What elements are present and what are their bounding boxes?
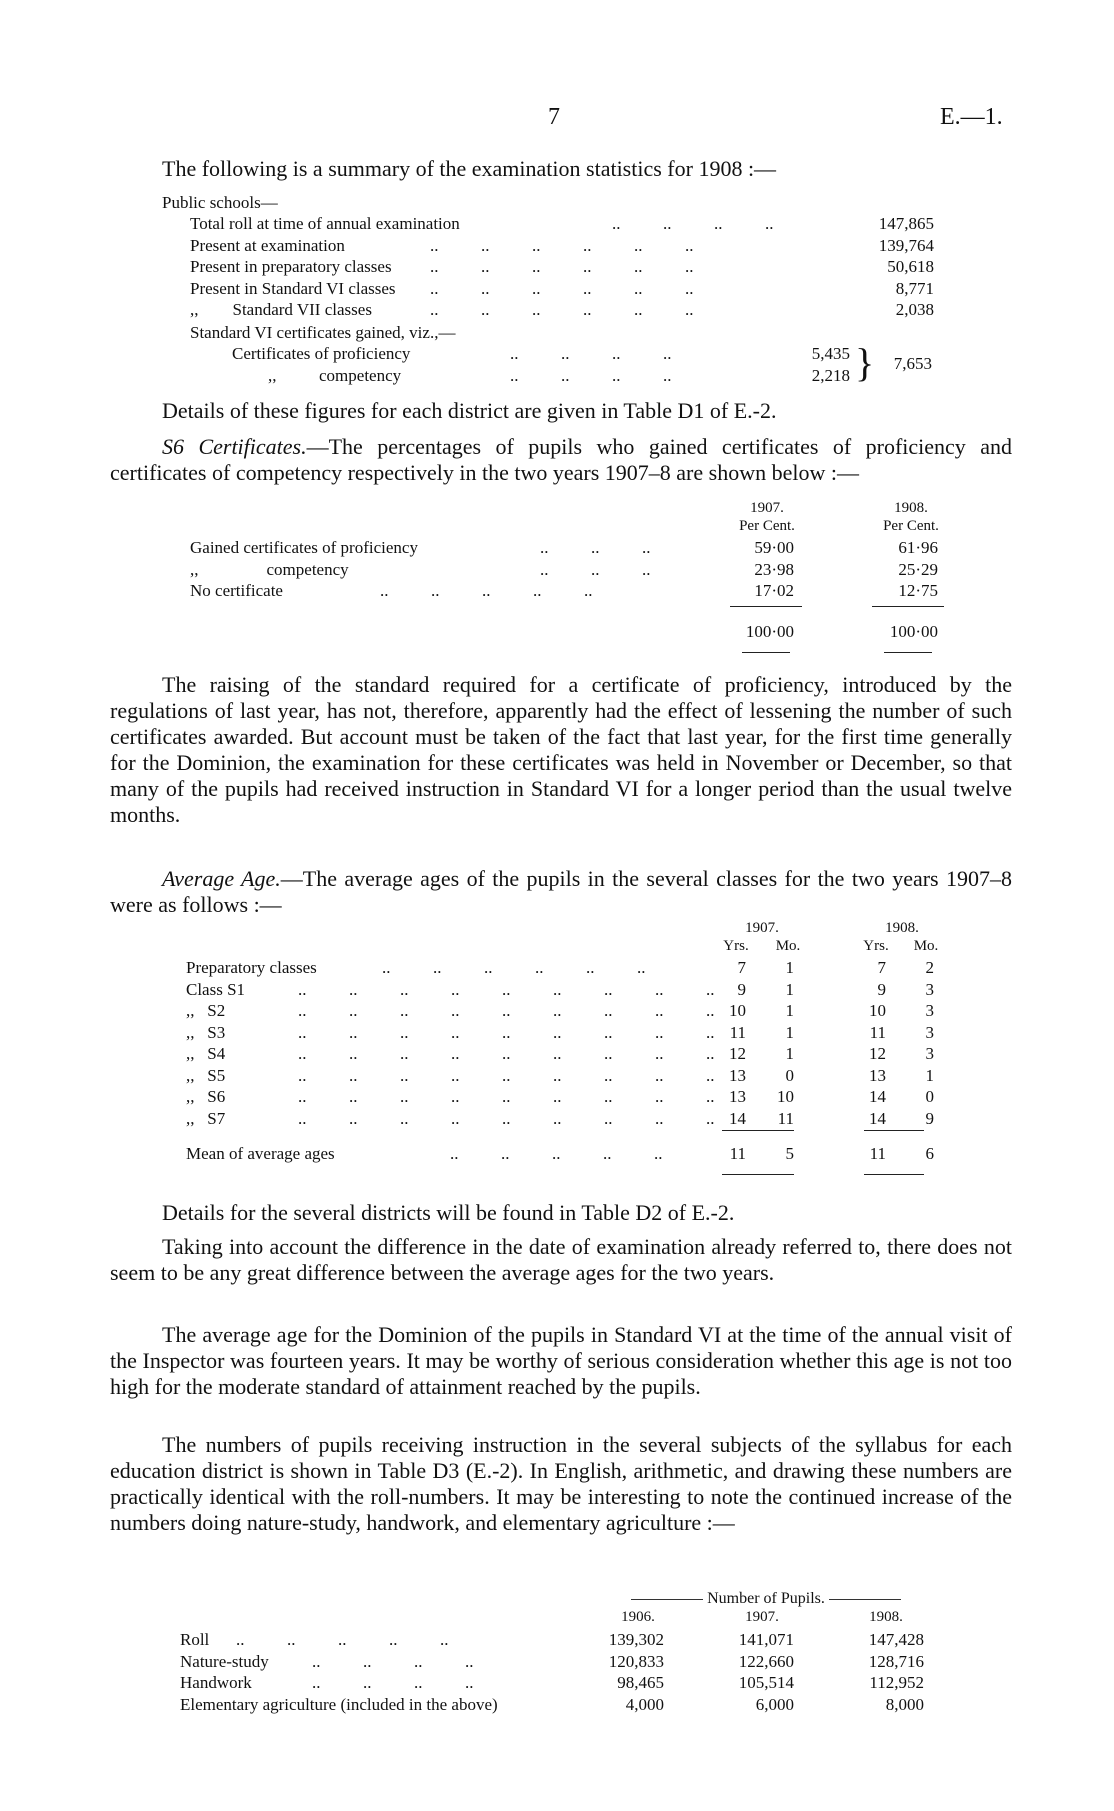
pupils-row-1908: 128,716: [868, 1651, 924, 1671]
s6-row-label: ,, competency: [190, 559, 349, 579]
leader-dots: .. .. .. .. .. .. .. .. ..: [298, 1044, 715, 1063]
s6-row-1908: 12·75: [898, 581, 938, 600]
leader-dots: .. .. ..: [540, 559, 651, 579]
summary-row-value: 8,771: [895, 278, 934, 298]
age-row-m07: 1: [785, 1022, 794, 1042]
age-subhead-yrs-1908: Yrs.: [863, 938, 889, 954]
age-row-label: ,, S5: [186, 1065, 226, 1085]
pupils-row-1906: 139,302: [608, 1630, 664, 1649]
age-row-m08: 1: [925, 1065, 934, 1085]
group-header-line-left: [631, 1599, 703, 1600]
age-row-y07: 13: [729, 1065, 746, 1085]
age-row-y08: 13: [869, 1065, 886, 1085]
age-subhead-yrs-1907: Yrs.: [723, 938, 749, 954]
numbers-paragraph: The numbers of pupils receiving instruction in the several subjects of the syllabus for each education district is shown in Table D3 (E.-2). In English, arithmetic, and drawing these numbers are practically identical with the roll-numbers. It may be interesting to note the continued increase of the numbers doing nature-study, handwork, and elementary agriculture :—: [110, 1432, 1012, 1535]
s6-year-1908: 1908.: [894, 500, 928, 516]
age-subhead-mo-1908: Mo.: [913, 938, 939, 954]
age-row-y07: 14: [729, 1108, 746, 1128]
summary-row-value: 147,865: [878, 214, 934, 233]
age-row-y07: 10: [729, 1001, 746, 1020]
pupils-row-1907: 6,000: [755, 1694, 794, 1714]
summary-row-value: 50,618: [887, 257, 934, 276]
summary-row-label: ,, Standard VII classes: [190, 300, 372, 319]
age-mean-y08: 11: [869, 1144, 886, 1163]
age-row-y07: 9: [737, 979, 746, 999]
s6-row-1908: 61·96: [898, 538, 938, 557]
details2-paragraph: Details for the several districts will be found in Table D2 of E.-2.: [162, 1200, 735, 1225]
age-row-m08: 3: [925, 1044, 934, 1063]
document-reference: E.—1.: [940, 104, 1003, 130]
pupils-row-label: Handwork: [180, 1673, 252, 1692]
age-rule-1907: [722, 1130, 794, 1131]
age-row-m07: 11: [777, 1108, 794, 1128]
leader-dots: .. .. .. ..: [312, 1651, 474, 1671]
s6-rule-1907: [730, 606, 802, 607]
leader-dots: .. .. .. .. .. ..: [430, 257, 694, 276]
age-row-y08: 14: [869, 1087, 886, 1106]
age-row-m07: 1: [785, 1001, 794, 1020]
age-row-m08: 3: [925, 1001, 934, 1020]
pupils-row-1906: 98,465: [617, 1673, 664, 1692]
leader-dots: .. .. .. .. .. .. .. .. ..: [298, 1065, 715, 1085]
pupils-row-1908: 147,428: [868, 1630, 924, 1649]
age-underline-1907: [722, 1174, 794, 1175]
age-row-y07: 12: [729, 1044, 746, 1063]
age-row-m08: 3: [925, 979, 934, 999]
summary-section-label: Public schools—: [162, 193, 278, 212]
age-row-label: Preparatory classes: [186, 958, 317, 977]
age-underline-1908: [864, 1174, 924, 1175]
leader-dots: .. .. .. .. .. .. .. .. ..: [298, 1022, 715, 1042]
page-number: 7: [548, 104, 560, 130]
age-row-m08: 3: [925, 1022, 934, 1042]
raising-paragraph: The raising of the standard required for a certificate of proficiency, introduced by the regulations of last year, has not, therefore, apparently had the effect of lessening the number of such certificates awarded. But account must be taken of the fact that last year, for the first time generally for the Dominion, the examination for these certificates was held in November or December, so that many of the pupils had received instruction in Standard VI for a longer period than the usual twelve months.: [110, 672, 1012, 827]
summary-row-label: Total roll at time of annual examination: [190, 214, 460, 233]
age-row-y08: 10: [869, 1001, 886, 1020]
s6-underline-1907: [742, 652, 790, 653]
pupils-row-1906: 4,000: [625, 1694, 664, 1714]
leader-dots: .. .. .. .. .. .. .. .. ..: [298, 1087, 715, 1106]
age-subhead-mo-1907: Mo.: [775, 938, 801, 954]
age-row-m07: 1: [785, 958, 794, 977]
taking-paragraph: Taking into account the difference in the date of examination already referred to, there does not seem to be any great difference between the average ages for the two years.: [110, 1234, 1012, 1285]
pupils-row-label: Roll: [180, 1630, 210, 1649]
summary-cert-label: Standard VI certificates gained, viz.,—: [190, 323, 456, 342]
age-mean-y07: 11: [729, 1144, 746, 1163]
leader-dots: .. .. .. .. .. .. .. .. ..: [298, 979, 715, 999]
leader-dots: .. .. .. ..: [510, 365, 672, 385]
cert-row-label: ,, competency: [268, 365, 402, 385]
pupils-group-header: Number of Pupils.: [606, 1590, 926, 1608]
summary-row-label: Present in Standard VI classes: [190, 278, 396, 298]
pupils-row-1908: 8,000: [885, 1694, 924, 1714]
age-row-y08: 9: [877, 979, 886, 999]
pupils-row-label: Nature-study: [180, 1651, 269, 1671]
age-row-label: ,, S6: [186, 1087, 226, 1106]
pupils-year-1906: 1906.: [621, 1609, 655, 1625]
pupils-year-1907: 1907.: [745, 1609, 779, 1625]
pupils-row-label: Elementary agriculture (included in the above): [180, 1694, 498, 1714]
leader-dots: .. .. .. ..: [312, 1673, 474, 1692]
s6-heading: S6 Certificates.: [162, 434, 307, 459]
pupils-row-1907: 141,071: [738, 1630, 794, 1649]
s6-row-1908: 25·29: [898, 559, 938, 579]
age-row-label: ,, S2: [186, 1001, 226, 1020]
s6-row-1907: 23·98: [754, 559, 794, 579]
age-row-y07: 13: [729, 1087, 746, 1106]
cert-row-label: Certificates of proficiency: [232, 344, 411, 363]
age-row-m08: 9: [925, 1108, 934, 1128]
age-row-label: ,, S3: [186, 1022, 226, 1042]
s6-unit-1908: Per Cent.: [883, 518, 939, 534]
pupils-row-1908: 112,952: [869, 1673, 924, 1692]
age-row-m07: 0: [785, 1065, 794, 1085]
age-row-y07: 11: [729, 1022, 746, 1042]
age-mean-m08: 6: [925, 1144, 934, 1163]
dominion-paragraph: The average age for the Dominion of the pupils in Standard VI at the time of the annual visit of the Inspector was fourteen years. It may be worthy of serious consideration whether this age is not too high for the moderate standard of attainment reached by the pupils.: [110, 1322, 1012, 1399]
age-row-label: Class S1: [186, 979, 246, 999]
cert-row-value: 2,218: [811, 365, 850, 385]
age-row-y08: 7: [877, 958, 886, 977]
age-row-m07: 10: [777, 1087, 794, 1106]
age-row-m08: 2: [925, 958, 934, 977]
s6-row-1907: 59·00: [754, 538, 794, 557]
age-year-1908: 1908.: [885, 920, 919, 936]
age-year-1907: 1907.: [745, 920, 779, 936]
leader-dots: .. .. .. .. .. .. .. .. ..: [298, 1001, 715, 1020]
s6-total-1907: 100·00: [745, 622, 794, 641]
age-row-y07: 7: [737, 958, 746, 977]
pupils-row-1907: 122,660: [738, 1651, 794, 1671]
brace-mark: }: [855, 340, 875, 385]
leader-dots: .. .. .. .. .. ..: [430, 300, 694, 319]
age-row-y08: 12: [869, 1044, 886, 1063]
pupils-row-1907: 105,514: [738, 1673, 794, 1692]
pupils-year-1908: 1908.: [869, 1609, 903, 1625]
age-row-m08: 0: [925, 1087, 934, 1106]
s6-year-1907: 1907.: [750, 500, 784, 516]
age-row-y08: 14: [869, 1108, 886, 1128]
age-row-label: ,, S7: [186, 1108, 226, 1128]
summary-intro: The following is a summary of the examination statistics for 1908 :—: [162, 156, 777, 181]
cert-row-value: 5,435: [811, 344, 850, 363]
summary-row-value: 139,764: [878, 235, 934, 255]
s6-text: —The percentages of pupils who gained certificates of proficiency and certificates of competency respectively in the two years 1907–8 are shown below :—: [110, 434, 1013, 485]
age-mean-m07: 5: [785, 1144, 794, 1163]
age-mean-label: Mean of average ages .. .. .. .. ..: [186, 1144, 663, 1163]
age-row-y08: 11: [869, 1022, 886, 1042]
leader-dots: .. .. .. .. ..: [236, 1630, 449, 1649]
pupils-row-1906: 120,833: [608, 1651, 664, 1671]
s6-row-label: Gained certificates of proficiency: [190, 538, 418, 557]
leader-dots: .. .. .. .. .. ..: [382, 958, 646, 977]
avg-age-paragraph: [110, 866, 1012, 918]
leader-dots: .. .. .. .. .. .. .. .. ..: [298, 1108, 715, 1128]
summary-row-label: Present in preparatory classes: [190, 257, 392, 276]
age-rule-1908: [864, 1130, 924, 1131]
leader-dots: .. .. .. .. .. ..: [430, 235, 694, 255]
summary-cert-total: 7,653: [893, 354, 932, 373]
s6-underline-1908: [884, 652, 932, 653]
summary-row-label: Present at examination: [190, 235, 345, 255]
group-header-line-right: [829, 1599, 901, 1600]
summary-details: Details of these figures for each district are given in Table D1 of E.-2.: [162, 398, 777, 423]
s6-unit-1907: Per Cent.: [739, 518, 795, 534]
summary-row-value: 2,038: [895, 300, 934, 319]
age-row-label: ,, S4: [186, 1044, 226, 1063]
age-row-m07: 1: [785, 979, 794, 999]
leader-dots: .. .. .. ..: [612, 214, 774, 233]
avg-age-text: —The average ages of the pupils in the several classes for the two years 1907–8 were as follows :—: [110, 866, 1012, 917]
leader-dots: .. .. ..: [540, 538, 651, 557]
s6-paragraph: [110, 434, 1012, 486]
s6-row-label: No certificate: [190, 581, 283, 600]
leader-dots: .. .. .. ..: [510, 344, 672, 363]
s6-row-1907: 17·02: [754, 581, 794, 600]
s6-total-1908: 100·00: [889, 622, 938, 641]
s6-rule-1908: [872, 606, 944, 607]
leader-dots: .. .. .. .. ..: [380, 581, 593, 600]
leader-dots: .. .. .. .. .. ..: [430, 278, 694, 298]
avg-age-heading: Average Age.: [162, 866, 281, 891]
age-row-m07: 1: [785, 1044, 794, 1063]
